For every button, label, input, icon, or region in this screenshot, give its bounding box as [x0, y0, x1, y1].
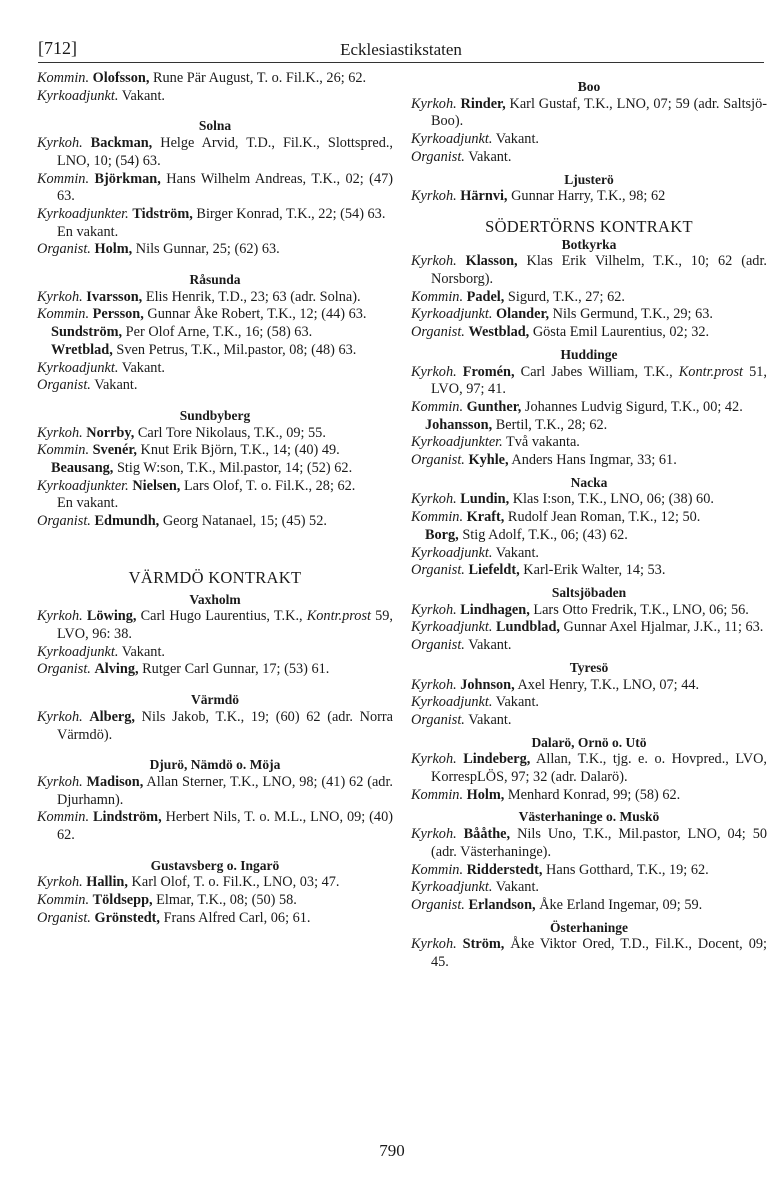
entry: Borg, Stig Adolf, T.K., 06; (43) 62. [425, 526, 628, 543]
parish-heading: Råsunda [189, 272, 241, 288]
entry: Kommin. Holm, Menhard Konrad, 99; (58) 62. [411, 786, 681, 803]
entry: Kyrkoh. Fromén, Carl Jabes William, T.K., Kontr.prost 51, LVO, 97; 41. [411, 363, 767, 398]
entry: Kyrkoh. Ivarsson, Elis Henrik, T.D., 23; 63 (adr. Solna). [37, 288, 361, 305]
entry: Organist. Alving, Rutger Carl Gunnar, 17; (53) 61. [37, 661, 330, 678]
parish-heading: Vaxholm [189, 591, 241, 607]
parish-heading: Gustavsberg o. Ingarö [150, 857, 280, 873]
entry: Kyrkoh. Backman, Helge Arvid, T.D., Fil.K., Slottspred., LNO, 10; (54) 63. [37, 135, 394, 169]
entry: Kyrkoadjunkt. Vakant. [411, 879, 539, 896]
entry: Kyrkoh. Alberg, Nils Jakob, T.K., 19; (60) 62 (adr. Norra Värmdö). [37, 708, 393, 743]
left-column [37, 70, 393, 928]
entry: Johansson, Bertil, T.K., 28; 62. [425, 416, 608, 433]
parish-heading: Nacka [570, 474, 608, 490]
entry: Organist. Vakant. [411, 711, 512, 728]
entry: Kommin. Ridderstedt, Hans Gotthard, T.K., 19; 62. [411, 861, 709, 878]
page-header [38, 36, 764, 63]
entry: Kyrkoh. Löwing, Carl Hugo Laurentius, T.K., Kontr.prost 59, LVO, 96: 38. [37, 608, 393, 642]
entry: Kommin. Töldsepp, Elmar, T.K., 08; (50) 58. [37, 892, 297, 909]
parish-heading: Österhaninge [549, 919, 628, 935]
entry: Kommin. Padel, Sigurd, T.K., 27; 62. [411, 288, 625, 305]
parish-heading: Västerhaninge o. Muskö [518, 809, 660, 825]
entry: En vakant. [57, 495, 119, 512]
entry: Kyrkoadjunkter. Tidström, Birger Konrad, T.K., 22; (54) 63. [37, 205, 386, 222]
entry: Organist. Vakant. [37, 377, 138, 394]
parish-heading: Dalarö, Ornö o. Utö [531, 734, 647, 750]
entry: Organist. Liefeldt, Karl-Erik Walter, 14; 53. [411, 562, 666, 579]
contract-heading: VÄRMDÖ KONTRAKT [128, 567, 302, 587]
entry: Kommin. Olofsson, Rune Pär August, T. o. Fil.K., 26; 62. [37, 70, 367, 86]
entry: Kyrkoadjunkter. Två vakanta. [411, 434, 580, 451]
entry: Kyrkoh. Ström, Åke Viktor Ored, T.D., Fil.K., Docent, 09; 45. [411, 936, 768, 971]
parish-heading: Huddinge [560, 346, 618, 362]
entry: Kommin. Persson, Gunnar Åke Robert, T.K., 12; (44) 63. [37, 306, 367, 323]
right-column [411, 78, 767, 972]
entry: Kommin. Svenér, Knut Erik Björn, T.K., 14; (40) 49. [37, 442, 340, 459]
entry: Organist. Westblad, Gösta Emil Laurentius, 02; 32. [411, 324, 710, 341]
parish-heading: Djurö, Nämdö o. Möja [149, 757, 281, 773]
entry: Kyrkoadjunkt. Vakant. [411, 694, 539, 711]
entry: Kommin. Lindström, Herbert Nils, T. o. M.L., LNO, 09; (40) 62. [37, 809, 393, 844]
entry: Sundström, Per Olof Arne, T.K., 16; (58) 63. [51, 324, 313, 341]
entry: Kommin. Björkman, Hans Wilhelm Andreas, T.K., 02; (47) 63. [37, 170, 394, 205]
page-number: 790 [379, 1141, 405, 1160]
entry: Kyrkoadjunkt. Vakant. [37, 87, 165, 104]
entry: Kyrkoadjunkt. Lundblad, Gunnar Axel Hjalmar, J.K., 11; 63. [411, 619, 764, 636]
parish-heading: Sundbyberg [179, 407, 251, 423]
entry: Kyrkoh. Klasson, Klas Erik Vilhelm, T.K., 10; 62 (adr. Norsborg). [411, 253, 768, 288]
entry: Kyrkoadjunkter. Nielsen, Lars Olof, T. o. Fil.K., 28; 62. [37, 477, 356, 494]
entry: Organist. Edmundh, Georg Natanael, 15; (45) 52. [37, 513, 327, 530]
parish-heading: Boo [577, 79, 601, 94]
entry: Kyrkoh. Lindhagen, Lars Otto Fredrik, T.K., LNO, 06; 56. [411, 601, 749, 618]
contract-heading: SÖDERTÖRNS KONTRAKT [485, 216, 693, 236]
entry: Kyrkoadjunkt. Vakant. [411, 544, 539, 561]
parish-heading: Tyresö [569, 659, 609, 675]
entry: Kyrkoadjunkt. Vakant. [37, 643, 165, 660]
entry: Organist. Holm, Nils Gunnar, 25; (62) 63. [37, 241, 280, 258]
entry: Kyrkoh. Lundin, Klas I:son, T.K., LNO, 06; (38) 60. [411, 491, 714, 508]
entry: Kyrkoadjunkt. Olander, Nils Germund, T.K., 29; 63. [411, 306, 713, 323]
entry: Organist. Kyhle, Anders Hans Ingmar, 33; 61. [411, 452, 677, 469]
entry: Kyrkoh. Johnson, Axel Henry, T.K., LNO, 07; 44. [411, 676, 700, 693]
entry: Organist. Vakant. [411, 637, 512, 654]
parish-heading: Saltsjöbaden [551, 584, 627, 600]
entry: Kyrkoh. Rinder, Karl Gustaf, T.K., LNO, 07; 59 (adr. Saltsjö-Boo). [411, 95, 767, 130]
entry: Organist. Vakant. [411, 148, 512, 165]
entry: Organist. Grönstedt, Frans Alfred Carl, 06; 61. [37, 909, 311, 926]
header-page-ref: [712] [38, 38, 77, 58]
entry: Kyrkoh. Lindeberg, Allan, T.K., tjg. e. o. Hovpred., LVO, KorrespLÖS, 97; 32 (adr. Dalarö). [411, 751, 768, 786]
entry: Kyrkoadjunkt. Vakant. [37, 359, 165, 376]
entry: Kommin. Gunther, Johannes Ludvig Sigurd, T.K., 00; 42. [411, 398, 743, 415]
entry: Kyrkoh. Bååthe, Nils Uno, T.K., Mil.pastor, LNO, 04; 50 (adr. Västerhaninge). [411, 826, 767, 860]
header-title: Ecklesiastikstaten [340, 40, 462, 59]
entry: Kyrkoh. Hallin, Karl Olof, T. o. Fil.K., LNO, 03; 47. [37, 874, 340, 891]
entry: Kyrkoh. Härnvi, Gunnar Harry, T.K., 98; 62 [411, 188, 666, 205]
entry: Kyrkoadjunkt. Vakant. [411, 131, 539, 148]
parish-heading: Solna [198, 118, 232, 134]
entry: Organist. Erlandson, Åke Erland Ingemar, 09; 59. [411, 896, 703, 913]
entry: Wretblad, Sven Petrus, T.K., Mil.pastor, 08; (48) 63. [51, 341, 357, 358]
entry: Kyrkoh. Norrby, Carl Tore Nikolaus, T.K., 09; 55. [37, 424, 326, 441]
parish-heading: Värmdö [191, 692, 239, 708]
entry: Beausang, Stig W:son, T.K., Mil.pastor, 14; (52) 62. [51, 460, 353, 477]
entry: Kyrkoh. Madison, Allan Sterner, T.K., LNO, 98; (41) 62 (adr. Djurhamn). [37, 773, 393, 808]
parish-heading: Botkyrka [561, 236, 617, 252]
entry: Kommin. Kraft, Rudolf Jean Roman, T.K., 12; 50. [411, 509, 701, 526]
parish-heading: Ljusterö [564, 171, 614, 187]
entry: En vakant. [57, 223, 119, 240]
